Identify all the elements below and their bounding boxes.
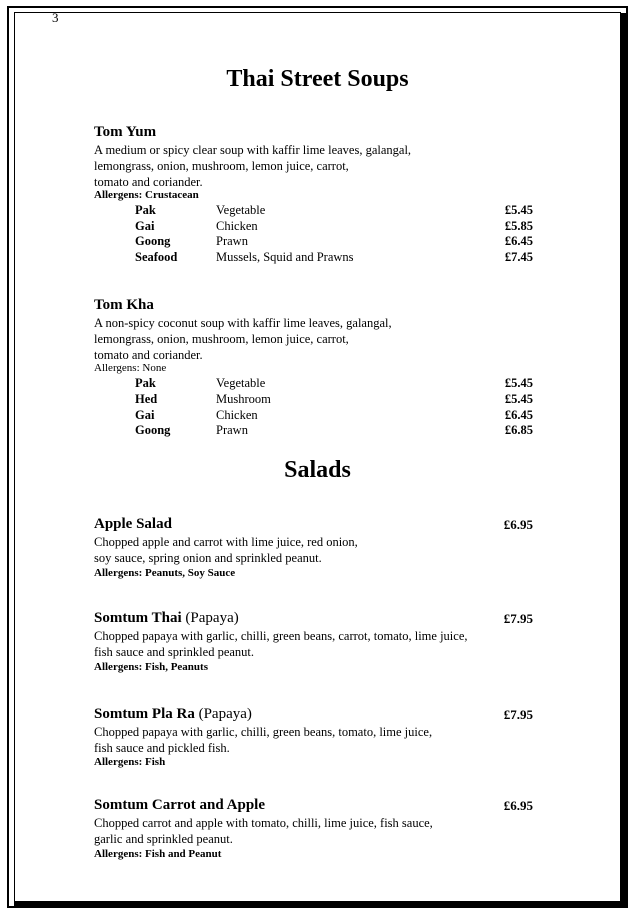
menu-item-title: Somtum Carrot and Apple — [94, 797, 265, 813]
menu-item-description: Chopped papaya with garlic, chilli, green beans, tomato, lime juice, fish sauce and pickled fish. — [94, 725, 433, 755]
variant-description: Chicken — [216, 219, 258, 233]
variant-price: £5.85 — [504, 219, 533, 233]
menu-item-description: A non-spicy coconut soup with kaffir lime leaves, galangal, lemongrass, onion, mushroom, lemon juice, carrot, tomato and coriander. — [94, 316, 392, 362]
variant-name: Gai — [135, 219, 155, 233]
allergens-label: Allergens: Crustacean — [94, 189, 199, 201]
menu-item-price: £7.95 — [503, 707, 533, 722]
variant-description: Vegetable — [216, 203, 266, 217]
menu-item-title: Somtum Thai (Papaya) — [94, 610, 239, 626]
variant-row — [135, 250, 533, 266]
variant-name: Goong — [135, 234, 171, 248]
menu-item-title: Apple Salad — [94, 516, 172, 532]
variant-row — [135, 203, 533, 219]
variant-name: Seafood — [135, 250, 178, 264]
menu-item-price: £6.95 — [503, 517, 533, 532]
variant-row — [135, 423, 533, 439]
variant-name: Pak — [135, 203, 156, 217]
variant-name: Gai — [135, 408, 155, 422]
allergens-label: Allergens: None — [94, 362, 167, 374]
variant-name: Goong — [135, 423, 171, 437]
variant-price: £5.45 — [504, 392, 533, 406]
variant-description: Chicken — [216, 408, 258, 422]
variant-name: Hed — [135, 392, 158, 406]
variant-price: £7.45 — [504, 250, 533, 264]
variant-description: Vegetable — [216, 376, 266, 390]
allergens-label: Allergens: Fish and Peanut — [94, 848, 222, 860]
variant-row — [135, 219, 533, 235]
salads-heading: Salads — [284, 457, 351, 483]
menu-item-price: £7.95 — [503, 611, 533, 626]
menu-item-title: Tom Kha — [94, 297, 154, 313]
variant-description: Mussels, Squid and Prawns — [216, 250, 354, 264]
menu-item-description: Chopped apple and carrot with lime juice, red onion, soy sauce, spring onion and sprinkled peanut. — [94, 535, 358, 565]
variant-row — [135, 392, 533, 408]
menu-item-description: A medium or spicy clear soup with kaffir lime leaves, galangal, lemongrass, onion, mushroom, lemon juice, carrot, tomato and coriander. — [94, 143, 412, 189]
variant-name: Pak — [135, 376, 156, 390]
allergens-label: Allergens: Fish — [94, 756, 166, 768]
menu-item-description: Chopped carrot and apple with tomato, chilli, lime juice, fish sauce, garlic and sprinkled peanut. — [94, 816, 433, 846]
menu-item-title: Somtum Pla Ra (Papaya) — [94, 706, 252, 722]
variant-price: £6.45 — [504, 408, 533, 422]
menu-item-price: £6.95 — [503, 798, 533, 813]
menu-item-description: Chopped papaya with garlic, chilli, green beans, carrot, tomato, lime juice, fish sauce and sprinkled peanut. — [94, 629, 468, 659]
variant-description: Prawn — [216, 234, 248, 248]
allergens-label: Allergens: Fish, Peanuts — [94, 661, 208, 673]
variant-row — [135, 376, 533, 392]
variant-price: £5.45 — [504, 376, 533, 390]
variant-price: £5.45 — [504, 203, 533, 217]
variant-row — [135, 234, 533, 250]
variant-price: £6.45 — [504, 234, 533, 248]
soups-heading: Thai Street Soups — [226, 66, 409, 92]
page-number: 3 — [52, 10, 59, 25]
variant-row — [135, 408, 533, 424]
variant-description: Mushroom — [216, 392, 271, 406]
menu-item-title: Tom Yum — [94, 124, 157, 140]
variant-description: Prawn — [216, 423, 248, 437]
allergens-label: Allergens: Peanuts, Soy Sauce — [94, 567, 236, 579]
variant-price: £6.85 — [504, 423, 533, 437]
